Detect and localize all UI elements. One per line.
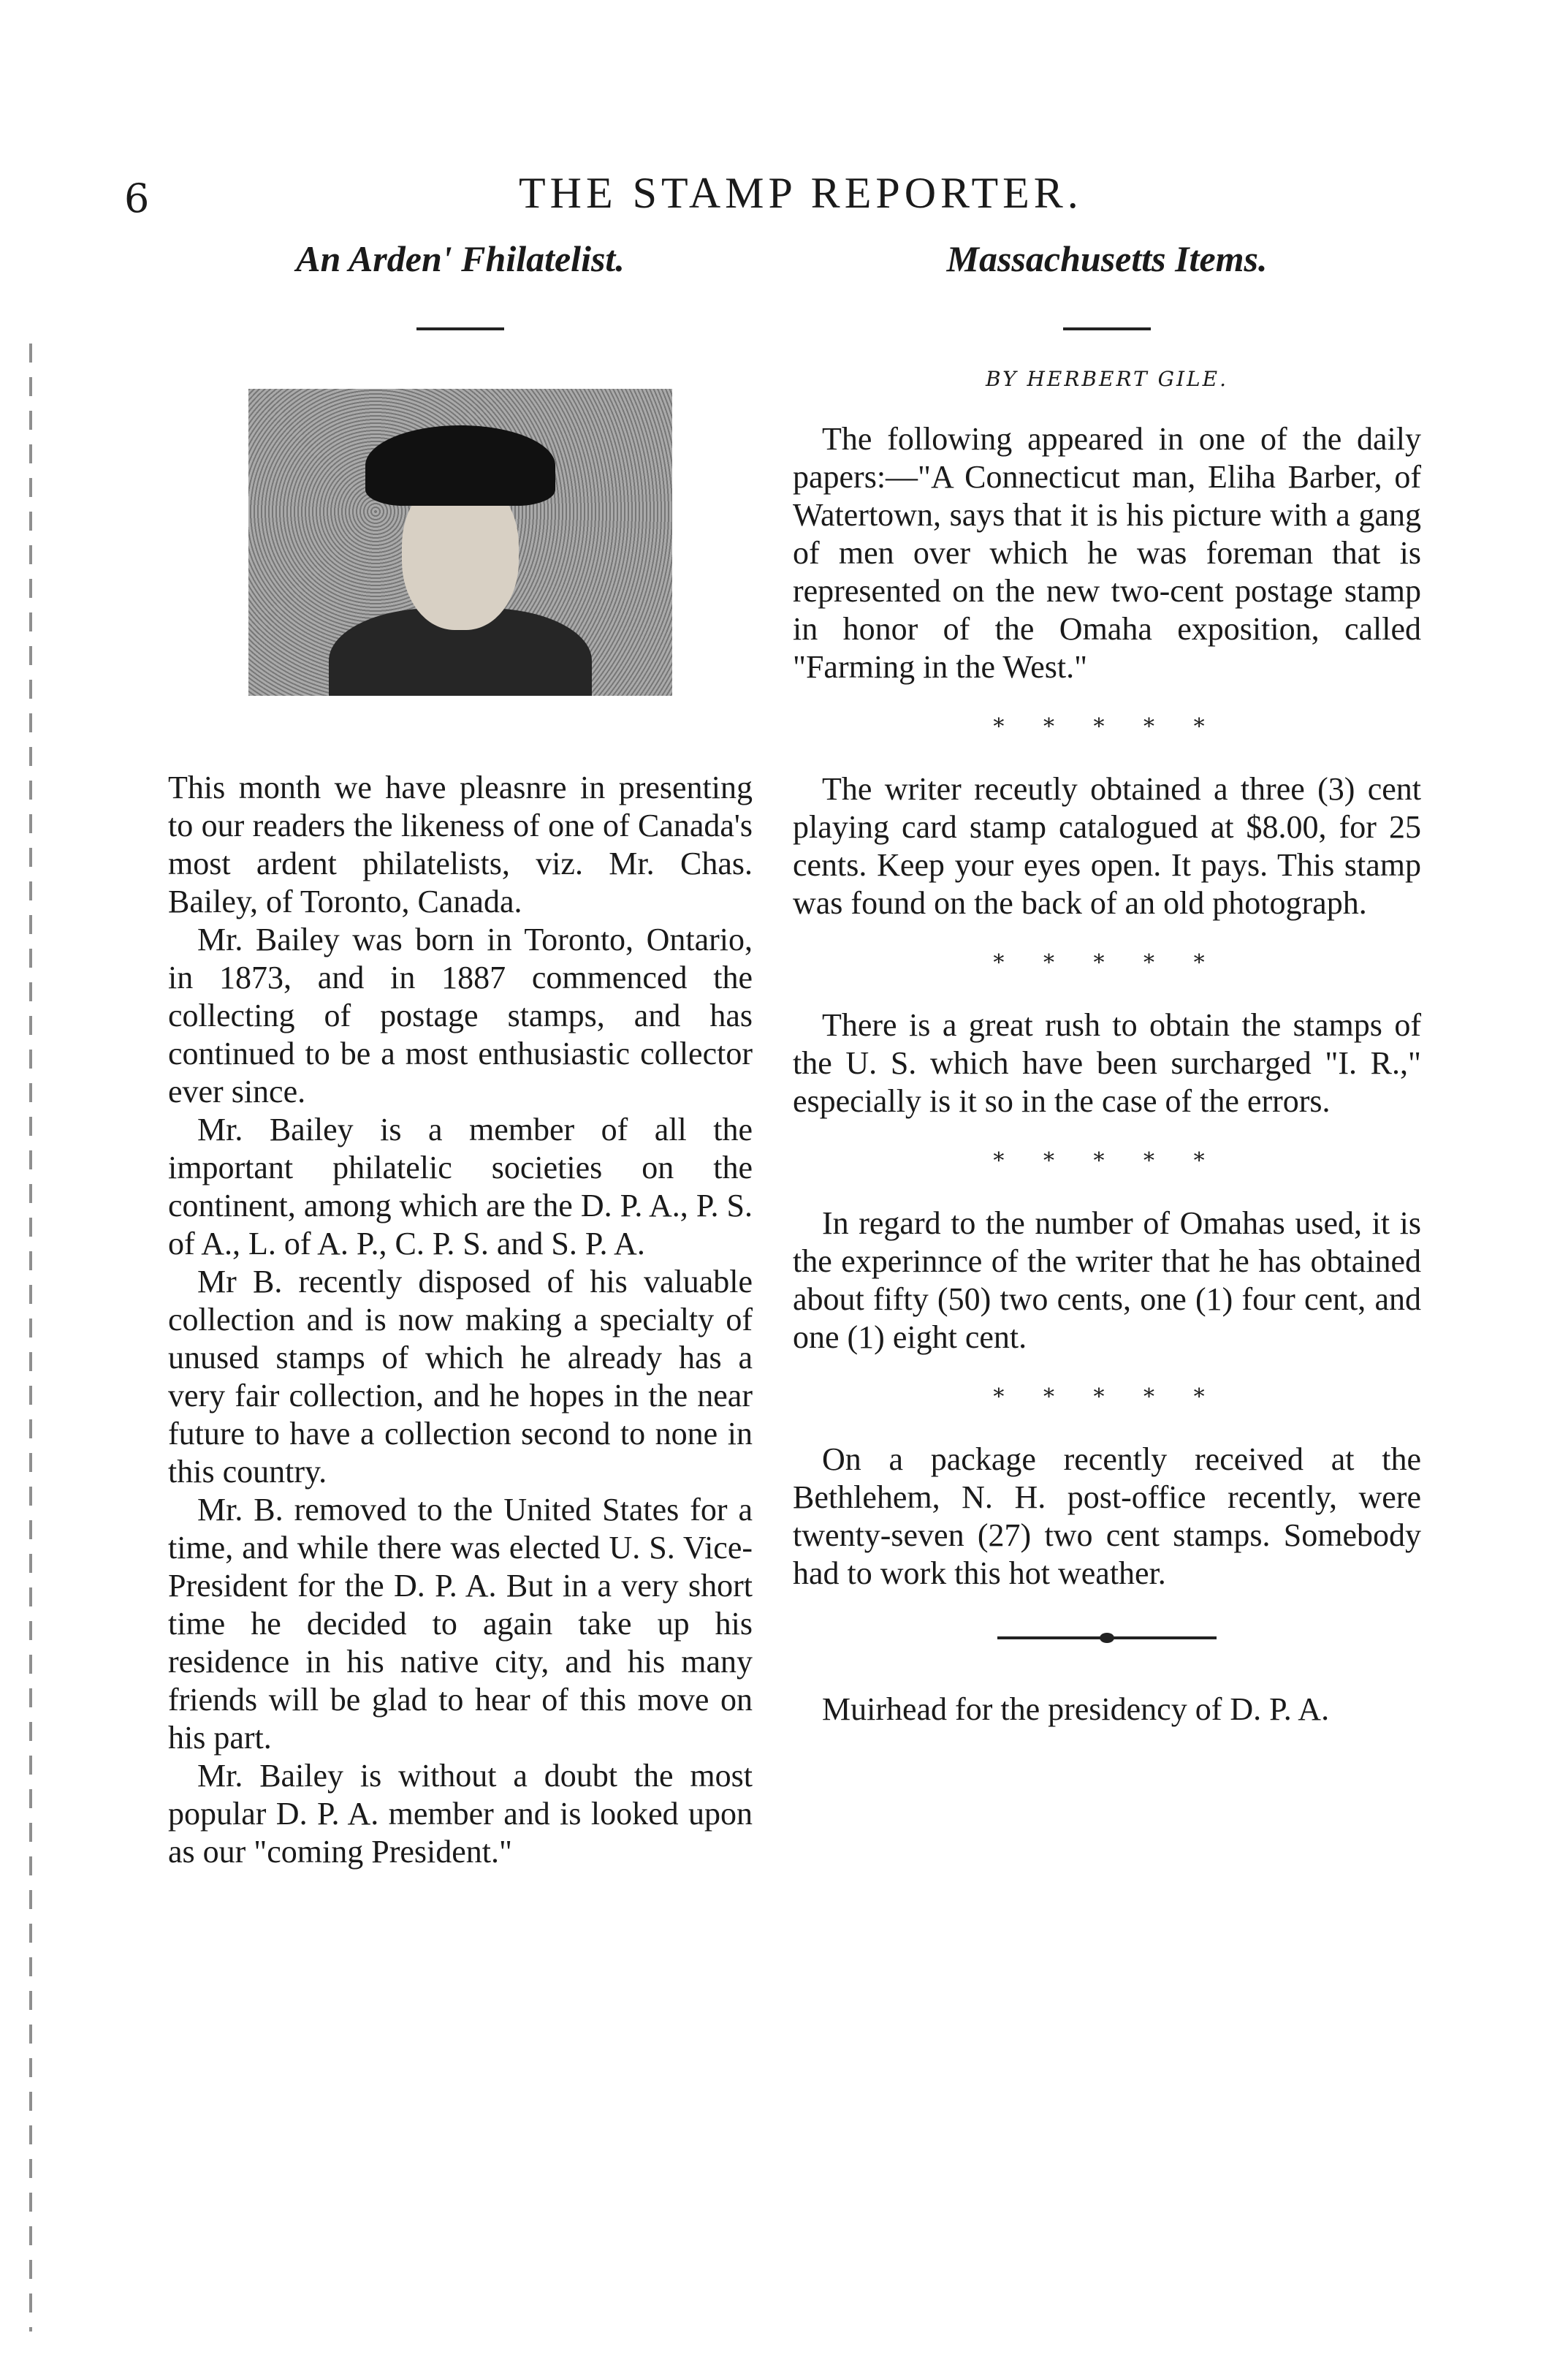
page-number: 6 xyxy=(124,175,150,221)
closing-note: Muirhead for the presidency of D. P. A. xyxy=(822,1691,1330,1727)
rule-ornament xyxy=(1100,1633,1114,1643)
title-rule xyxy=(416,327,504,330)
star-separator: * * * * * xyxy=(993,1148,1221,1174)
page-header xyxy=(124,168,1476,227)
paragraph: Mr. Bailey is a member of all the important philatelic societies on the continent, among which are the D. P. A., P. S. of A., L. of A. P., C. P. S. and S. P. A. xyxy=(168,1112,753,1261)
paragraph: Mr. Bailey is without a doubt the most popular D. P. A. member and is looked upon as our "coming President." xyxy=(168,1758,753,1870)
article-title-massachusetts: Massachusetts Items. xyxy=(946,238,1268,279)
margin-rule xyxy=(29,344,32,2331)
news-item: On a package recently received at the Bethlehem, N. H. post-office recently, were twenty-seven (27) two cent stamps. Somebody had to work this hot weather. xyxy=(793,1441,1421,1591)
portrait-photo xyxy=(248,389,672,696)
news-item: The writer receutly obtained a three (3) cent playing card stamp catalogued at $8.00, for 25 cents. Keep your eyes open. It pays. This stamp was found on the back of an old photograph. xyxy=(793,771,1421,921)
news-item: In regard to the number of Omahas used, it is the experinnce of the writer that he has obtained about fifty (50) two cents, one (1) four cent, and one (1) eight cent. xyxy=(793,1205,1421,1355)
star-separator: * * * * * xyxy=(993,714,1221,740)
byline: BY HERBERT GILE. xyxy=(986,367,1228,391)
philatelist-article-body xyxy=(168,769,753,1871)
paragraph: Mr B. recently disposed of his valuable collection and is now making a specialty of unused stamps of which he already has a very fair collection, and he hopes in the near future to have a collection second to none in this country. xyxy=(168,1264,753,1490)
paragraph: Mr. Bailey was born in Toronto, Ontario, in 1873, and in 1887 commenced the collecting of postage stamps, and has continued to be a most enthusiastic collector ever since. xyxy=(168,922,753,1109)
star-separator: * * * * * xyxy=(993,1384,1221,1410)
massachusetts-items-body xyxy=(793,420,1421,1729)
right-column xyxy=(793,238,1421,1729)
paragraph: This month we have pleasnre in presenting to our readers the likeness of one of Canada's most ardent philatelists, viz. Mr. Chas. Bailey, of Toronto, Canada. xyxy=(168,770,753,919)
running-title: THE STAMP REPORTER. xyxy=(519,169,1083,217)
news-item: There is a great rush to obtain the stamps of the U. S. which have been surcharged "I. R.," especially is it so in the case of the errors. xyxy=(793,1007,1421,1119)
paragraph: Mr. B. removed to the United States for a time, and while there was elected U. S. Vice-President for the D. P. A. But in a very short time he decided to again take up his residence in his native city, and his many friends will be glad to hear of this move on his part. xyxy=(168,1492,753,1756)
portrait-hat xyxy=(365,425,555,506)
article-title-philatelist: An Arden' Fhilatelist. xyxy=(296,238,625,279)
ornamental-rule xyxy=(997,1636,1217,1639)
news-item: The following appeared in one of the daily papers:—"A Connecticut man, Eliha Barber, of Watertown, says that it is his picture with a gang of men over which he was foreman that is represented on the new two-cent postage stamp in honor of the Omaha exposition, called "Farming in the West." xyxy=(793,421,1421,685)
left-column xyxy=(168,238,753,1871)
star-separator: * * * * * xyxy=(993,950,1221,976)
title-rule xyxy=(1063,327,1151,330)
